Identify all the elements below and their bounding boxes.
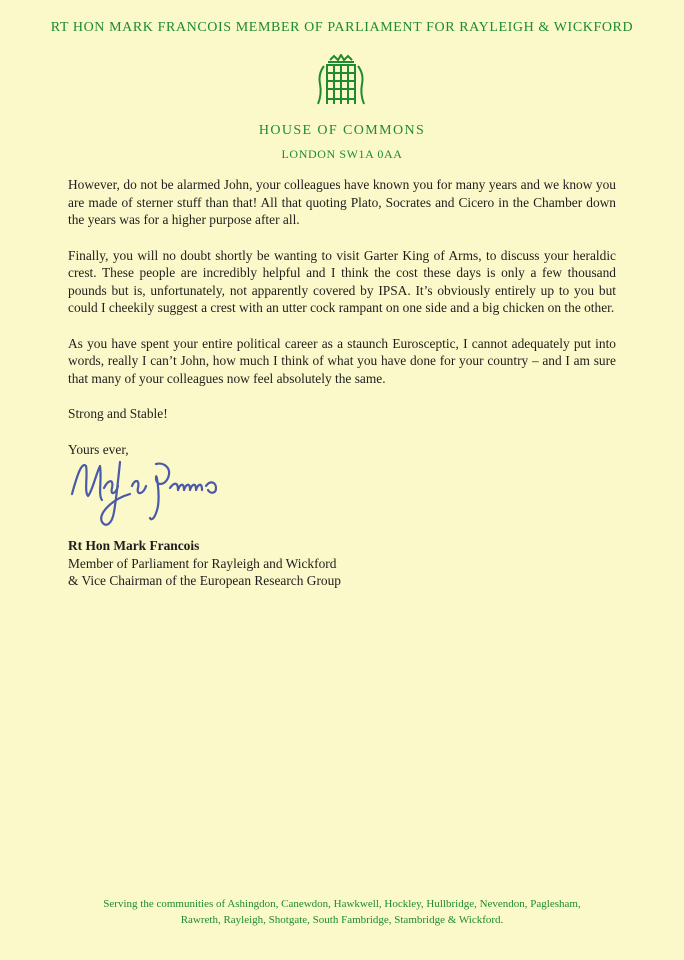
closing-line: Strong and Stable!: [68, 406, 168, 421]
footer-line-2: Rawreth, Rayleigh, Shotgate, South Fambridge, Stambridge & Wickford.: [180, 914, 504, 926]
portcullis-icon: [312, 54, 370, 110]
valediction: Yours ever,: [68, 441, 129, 457]
letterhead-title: RT HON MARK FRANCOIS MEMBER OF PARLIAMENT FOR RAYLEIGH & WICKFORD: [50, 20, 634, 35]
house-of-commons: HOUSE OF COMMONS: [258, 123, 426, 138]
paragraph-1: However, do not be alarmed John, your colleagues have known you for many years and we know you are made of sterner stuff than that! All that quoting Plato, Socrates and Cicero in the Chamber down the years was for a higher purpose after all.: [68, 177, 616, 227]
signatory-name: Rt Hon Mark Francois: [68, 538, 200, 553]
address-line: LONDON SW1A 0AA: [281, 147, 403, 161]
signatory-role-2: & Vice Chairman of the European Research Group: [68, 573, 341, 588]
paragraph-2: Finally, you will no doubt shortly be wanting to visit Garter King of Arms, to discuss your heraldic crest. These people are incredibly helpful and I think the cost these days is only a few thousand pounds but is, unfortunately, not apparently covered by IPSA. It’s obviously entirely up to you but could I cheekily suggest a crest with an utter cock rampant on one side and a big chicken on the other.: [68, 247, 616, 315]
handwritten-signature: [60, 452, 250, 534]
paragraph-3: As you have spent your entire political career as a staunch Eurosceptic, I cannot adequately put into words, really I can’t John, how much I think of what you have done for your country – and I am sure that many of your colleagues now feel absolutely the same.: [68, 335, 616, 386]
footer: [0, 896, 684, 928]
letter-body: [68, 176, 616, 476]
signatory-role-1: Member of Parliament for Rayleigh and Wickford: [68, 555, 337, 571]
signature-block: [68, 537, 468, 590]
footer-line-1: Serving the communities of Ashingdon, Canewdon, Hawkwell, Hockley, Hullbridge, Nevendon, Paglesham,: [103, 898, 581, 910]
